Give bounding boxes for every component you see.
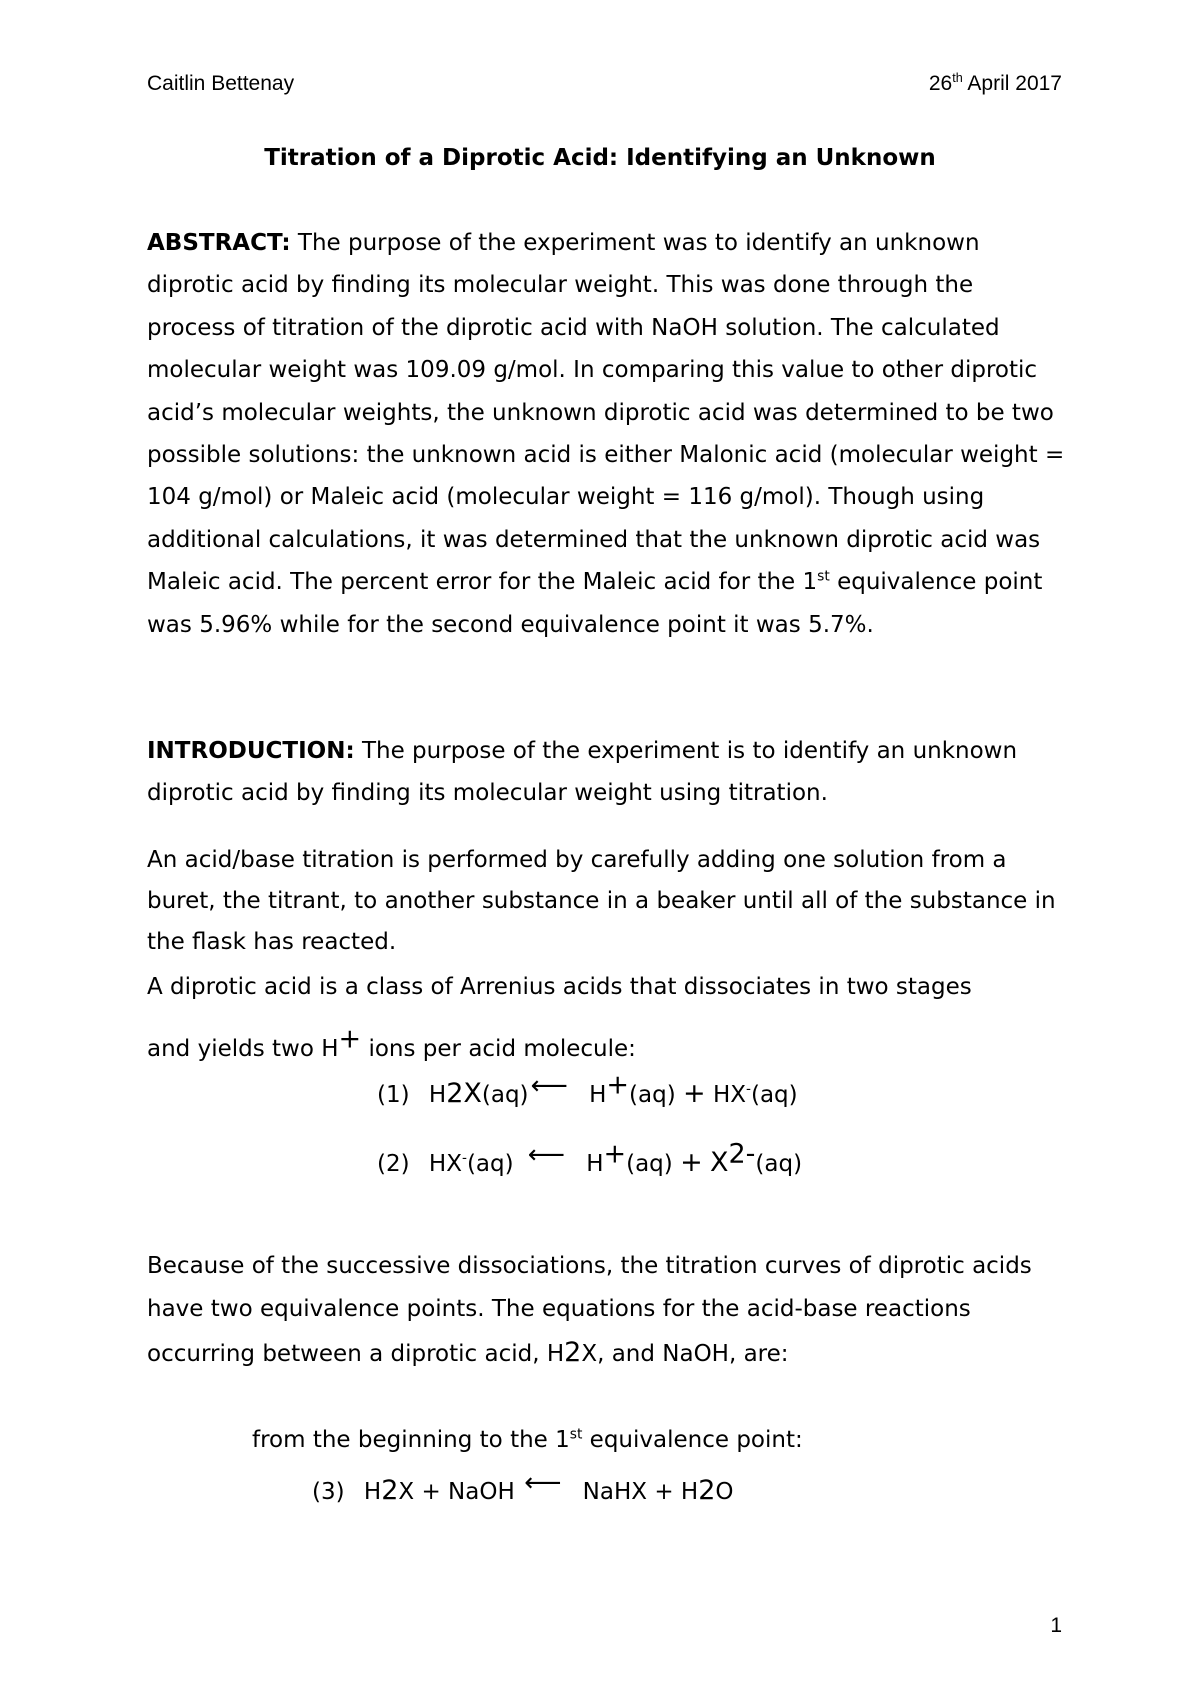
eq3-h: H xyxy=(363,1479,382,1505)
eq3-x-naoh: X + NaOH xyxy=(398,1479,515,1505)
eq2-h: H xyxy=(586,1151,604,1177)
eq1-number: (1) xyxy=(377,1082,410,1108)
document-title: Titration of a Diprotic Acid: Identifying an Unknown xyxy=(264,145,936,171)
eq2-plus-sup: + xyxy=(603,1138,627,1170)
eq3-nahx: NaHX + H xyxy=(582,1479,699,1505)
ions-paragraph xyxy=(147,1023,1067,1070)
eq1-hx: HX xyxy=(712,1082,746,1108)
date-day: 26 xyxy=(928,72,953,95)
introduction-text: The purpose of the experiment is to identify an unknown diprotic acid by finding its molecular weight using titration. xyxy=(147,738,1018,807)
ions-text-b: ions per acid molecule: xyxy=(361,1036,636,1062)
para5-text-b: X, and NaOH, are: xyxy=(581,1341,789,1367)
eq3-label-b: equivalence point: xyxy=(582,1427,803,1453)
eq2-aq2: (aq) xyxy=(626,1151,673,1177)
abstract-heading: ABSTRACT: xyxy=(147,230,291,256)
eq1-aq1: (aq) xyxy=(481,1082,529,1108)
eq3-number: (3) xyxy=(312,1479,345,1505)
eq2-minus: - xyxy=(461,1150,467,1167)
equation-2 xyxy=(377,1138,803,1178)
eq2-charge: 2- xyxy=(728,1138,756,1170)
eq1-plus-sup: + xyxy=(606,1069,630,1101)
eq1-aq2: (aq) xyxy=(629,1082,676,1108)
equation-1 xyxy=(377,1069,798,1109)
eq1-arrow-icon: ⟵ xyxy=(530,1071,568,1101)
header-date xyxy=(929,72,1062,96)
eq2-aq3: (aq) xyxy=(755,1151,803,1177)
eq2-op: + xyxy=(680,1147,703,1178)
eq1-two: 2 xyxy=(446,1078,464,1109)
date-suffix: th xyxy=(952,71,963,85)
abstract-sup: st xyxy=(817,568,830,585)
successive-dissociation-paragraph xyxy=(147,1245,1067,1376)
abstract-text-2: equivalence point was 5.96% while for the second equivalence point it was 5.7%. xyxy=(147,569,1043,638)
titration-paragraph: An acid/base titration is performed by carefully adding one solution from a buret, the titrant, to another substance in a beaker until all of the substance in the flask has reacted. xyxy=(147,847,1056,955)
para5-text-a: Because of the successive dissociations, the titration curves of diprotic acids have two equivalence points. The equations for the acid-base reactions occurring between a diprotic acid, H xyxy=(147,1253,1032,1367)
eq1-aq3: (aq) xyxy=(750,1082,798,1108)
eq3-arrow-icon: ⟵ xyxy=(524,1468,562,1498)
header-author: Caitlin Bettenay xyxy=(147,72,295,95)
abstract-text-1: The purpose of the experiment was to identify an unknown diprotic acid by finding its molecular weight. This was done through the process of titration of the diprotic acid with NaOH solution. The calculated molecular weight was 109.09 g/mol. In comparing this value to other diprotic acid’s molecular weights, the unknown diprotic acid was determined to be two possible solutions: the unknown acid is either Malonic acid (molecular weight = 104 g/mol) or Maleic acid (molecular weight = 116 g/mol). Though using additional calculations, it was determined that the unknown diprotic acid was Maleic acid. The percent error for the Maleic acid for the 1 xyxy=(147,230,1065,596)
introduction-paragraph xyxy=(147,730,1067,815)
equation-3 xyxy=(312,1468,734,1506)
eq2-number: (2) xyxy=(377,1151,410,1177)
eq1-x: X xyxy=(463,1078,482,1109)
eq3-o: O xyxy=(715,1479,734,1505)
eq3-two-b: 2 xyxy=(698,1475,716,1506)
abstract-paragraph xyxy=(147,222,1067,646)
para5-subscript-two: 2 xyxy=(564,1337,582,1368)
equation-3-label xyxy=(252,1427,803,1453)
eq3-label-a: from the beginning to the 1 xyxy=(252,1427,570,1453)
eq3-two: 2 xyxy=(381,1475,399,1506)
date-rest: April 2017 xyxy=(962,72,1062,95)
eq3-label-sup: st xyxy=(569,1426,583,1443)
eq1-op: + xyxy=(683,1078,706,1109)
h-plus-sup: + xyxy=(338,1023,362,1055)
eq1-minus: - xyxy=(746,1081,751,1098)
eq2-arrow-icon: ⟵ xyxy=(527,1140,565,1170)
page-number: 1 xyxy=(1050,1614,1062,1637)
eq2-hx: HX xyxy=(428,1151,462,1177)
eq1-h: H xyxy=(428,1082,447,1108)
diprotic-definition-paragraph: A diprotic acid is a class of Arrenius acids that dissociates in two stages xyxy=(147,974,972,1000)
eq2-aq1: (aq) xyxy=(466,1151,514,1177)
introduction-heading: INTRODUCTION: xyxy=(147,738,355,764)
ions-text-a: and yields two H xyxy=(147,1036,339,1062)
eq1-h-plus: H xyxy=(589,1082,607,1108)
eq2-x: X xyxy=(710,1147,729,1178)
